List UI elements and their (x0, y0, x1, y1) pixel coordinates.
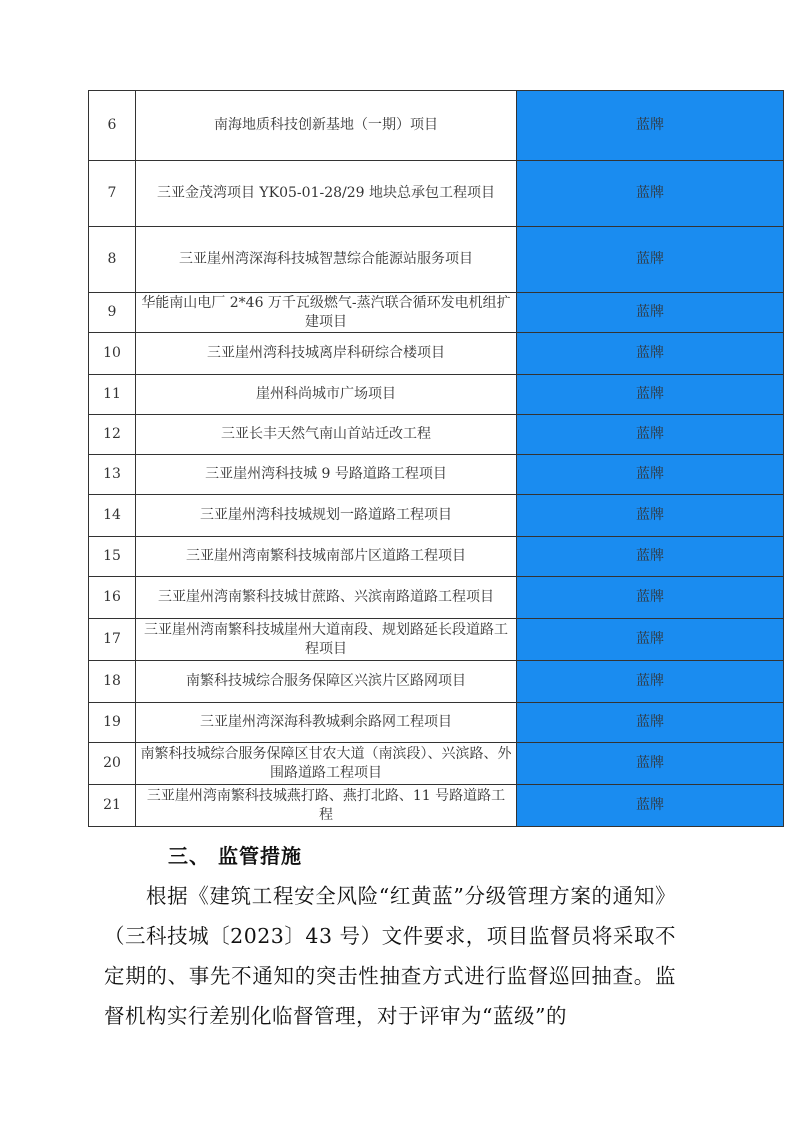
project-name: 三亚崖州湾南繁科技城燕打路、燕打北路、11 号路道路工程 (136, 785, 517, 827)
project-name: 三亚崖州湾深海科技城智慧综合能源站服务项目 (136, 227, 517, 293)
project-name: 三亚崖州湾科技城离岸科研综合楼项目 (136, 333, 517, 375)
project-name: 三亚崖州湾科技城 9 号路道路工程项目 (136, 455, 517, 495)
risk-level-badge: 蓝牌 (517, 661, 784, 703)
table-row (89, 293, 784, 333)
risk-level-badge: 蓝牌 (517, 161, 784, 227)
project-name: 南繁科技城综合服务保障区兴滨片区路网项目 (136, 661, 517, 703)
row-number: 13 (89, 455, 136, 495)
risk-level-badge: 蓝牌 (517, 415, 784, 455)
row-number: 11 (89, 375, 136, 415)
row-number: 8 (89, 227, 136, 293)
project-name: 三亚长丰天然气南山首站迁改工程 (136, 415, 517, 455)
table-row (89, 495, 784, 537)
table-row (89, 415, 784, 455)
table-row (89, 455, 784, 495)
project-name: 三亚崖州湾南繁科技城南部片区道路工程项目 (136, 537, 517, 577)
project-name: 三亚崖州湾深海科教城剩余路网工程项目 (136, 703, 517, 743)
risk-level-badge: 蓝牌 (517, 619, 784, 661)
risk-level-badge: 蓝牌 (517, 743, 784, 785)
table-row (89, 161, 784, 227)
project-risk-table (88, 90, 784, 827)
row-number: 6 (89, 91, 136, 161)
project-name: 三亚崖州湾科技城规划一路道路工程项目 (136, 495, 517, 537)
section-paragraph: 根据《建筑工程安全风险“红黄蓝”分级管理方案的通知》（三科技城〔2023〕43 号）文件要求，项目监督员将采取不定期的、事先不通知的突击性抽查方式进行监督巡回抽查。监督机构实行差别化临督管理，对于评审为“蓝级”的 (104, 884, 676, 1028)
project-name: 崖州科尚城市广场项目 (136, 375, 517, 415)
table-row (89, 619, 784, 661)
table-row (89, 577, 784, 619)
table-row (89, 785, 784, 827)
risk-level-badge: 蓝牌 (517, 785, 784, 827)
project-name: 南海地质科技创新基地（一期）项目 (136, 91, 517, 161)
table-row (89, 703, 784, 743)
project-table-body (89, 91, 784, 827)
row-number: 19 (89, 703, 136, 743)
row-number: 10 (89, 333, 136, 375)
row-number: 18 (89, 661, 136, 703)
table-row (89, 91, 784, 161)
risk-level-badge: 蓝牌 (517, 703, 784, 743)
risk-level-badge: 蓝牌 (517, 333, 784, 375)
table-row (89, 333, 784, 375)
table-row (89, 661, 784, 703)
table-row (89, 375, 784, 415)
risk-level-badge: 蓝牌 (517, 227, 784, 293)
risk-level-badge: 蓝牌 (517, 495, 784, 537)
project-name: 三亚崖州湾南繁科技城甘蔗路、兴滨南路道路工程项目 (136, 577, 517, 619)
row-number: 12 (89, 415, 136, 455)
risk-level-badge: 蓝牌 (517, 293, 784, 333)
project-name: 南繁科技城综合服务保障区甘农大道（南滨段）、兴滨路、外围路道路工程项目 (136, 743, 517, 785)
row-number: 14 (89, 495, 136, 537)
risk-level-badge: 蓝牌 (517, 577, 784, 619)
risk-level-badge: 蓝牌 (517, 91, 784, 161)
row-number: 7 (89, 161, 136, 227)
risk-level-badge: 蓝牌 (517, 375, 784, 415)
risk-level-badge: 蓝牌 (517, 537, 784, 577)
row-number: 21 (89, 785, 136, 827)
row-number: 17 (89, 619, 136, 661)
row-number: 9 (89, 293, 136, 333)
project-name: 三亚金茂湾项目 YK05-01-28/29 地块总承包工程项目 (136, 161, 517, 227)
row-number: 20 (89, 743, 136, 785)
table-row (89, 743, 784, 785)
project-name: 三亚崖州湾南繁科技城崖州大道南段、规划路延长段道路工程项目 (136, 619, 517, 661)
row-number: 16 (89, 577, 136, 619)
risk-level-badge: 蓝牌 (517, 455, 784, 495)
row-number: 15 (89, 537, 136, 577)
project-name: 华能南山电厂 2*46 万千瓦级燃气-蒸汽联合循环发电机组扩建项目 (136, 293, 517, 333)
table-row (89, 537, 784, 577)
table-row (89, 227, 784, 293)
section-heading: 三、 监管措施 (168, 844, 302, 868)
